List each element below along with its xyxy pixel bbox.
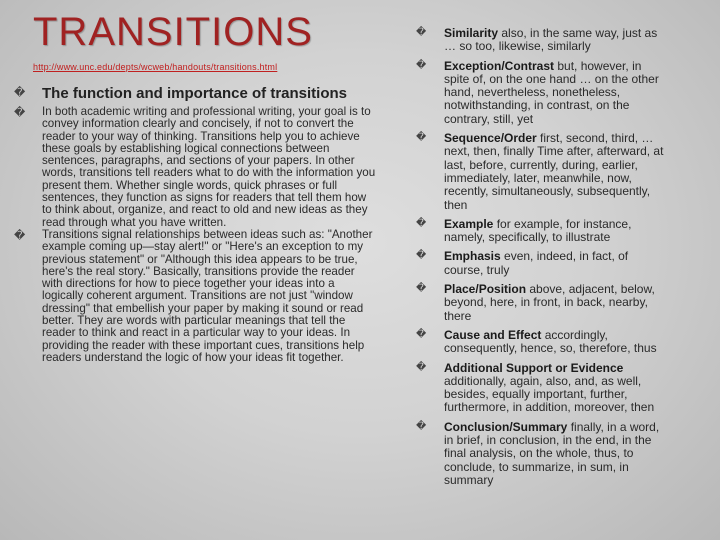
term-text: finally, in a word, in brief, in conclusion, in the end, in the final analysis, on the whole, thus, to conclude, to summarize, in sum, in summary: [444, 419, 660, 487]
box-bullet-icon: �: [416, 27, 427, 38]
box-bullet-icon: �: [416, 283, 427, 295]
list-item: [416, 132, 664, 212]
term-text: but, however, in spite of, on the one hand … on the other hand, nevertheless, nonetheless, notwithstanding, in contrast, on the contrary, still, yet: [444, 58, 659, 126]
term: Sequence/Order: [444, 131, 537, 146]
list-item: [416, 250, 664, 277]
term: Emphasis: [444, 249, 501, 264]
list-item: [14, 229, 376, 364]
list-item: [14, 106, 376, 229]
box-bullet-icon: �: [14, 106, 26, 119]
box-bullet-icon: �: [416, 361, 427, 373]
list-item: [416, 329, 664, 356]
section-heading: The function and importance of transitions: [42, 85, 348, 102]
box-bullet-icon: �: [416, 250, 427, 262]
term: Similarity: [444, 26, 499, 40]
term-text: even, indeed, in fact, of course, truly: [444, 249, 629, 277]
term-text: above, adjacent, below, beyond, here, in front, in back, nearby, there: [444, 282, 655, 323]
term: Additional Support or Evidence: [444, 360, 624, 375]
slide-title: TRANSITIONS: [33, 10, 313, 54]
term: Cause and Effect: [444, 327, 542, 342]
term-text: additionally, again, also, and, as well, besides, equally important, further, furthermore, in addition, moreover, then: [444, 373, 655, 415]
box-bullet-icon: �: [416, 132, 427, 144]
list-item: [14, 86, 376, 102]
term-text: accordingly, consequently, hence, so, therefore, thus: [444, 327, 657, 356]
left-column: [14, 86, 376, 364]
source-link[interactable]: http://www.unc.edu/depts/wcweb/handouts/transitions.html: [33, 62, 278, 72]
term-text: first, second, third, … next, then, finally Time after, afterward, at last, before, currently, during, earlier, immediately, later, meanwhile, now, recently, simultaneously, subsequently, then: [444, 131, 664, 212]
term-text: also, in the same way, just as … so too, likewise, similarly: [444, 26, 658, 54]
term: Example: [444, 216, 494, 231]
box-bullet-icon: �: [14, 86, 26, 99]
term: Exception/Contrast: [444, 58, 555, 73]
term: Conclusion/Summary: [444, 419, 568, 434]
list-item: [416, 27, 664, 54]
list-item: [416, 362, 664, 415]
list-item: [416, 60, 664, 126]
list-item: [416, 218, 664, 245]
term: Place/Position: [444, 282, 527, 297]
list-item: [416, 421, 664, 487]
box-bullet-icon: �: [416, 420, 427, 432]
box-bullet-icon: �: [416, 59, 427, 71]
paragraph: Transitions signal relationships between ideas such as: "Another example coming up—stay alert!" or "Here's an exception to my previous statement" or "Although this idea appears to be true, here's the real story." Basically, transitions provide the reader with directions for how to piece together your ideas into a logically coherent argument. Transitions are not just "window dressing" that embellish your paper by making it sound or read better. They are words with particular meanings that tell the reader to think and react in a particular way to your ideas. In providing the reader with these important cues, transitions help readers understand the logic of how your ideas fit together.: [42, 227, 373, 364]
list-item: [416, 283, 664, 323]
right-column: [416, 27, 664, 493]
box-bullet-icon: �: [416, 217, 427, 229]
box-bullet-icon: �: [416, 328, 427, 340]
box-bullet-icon: �: [14, 228, 26, 242]
term-text: for example, for instance, namely, specifically, to illustrate: [444, 216, 632, 245]
paragraph: In both academic writing and professional writing, your goal is to convey information clearly and concisely, if not to convert the reader to your way of thinking. Transitions help you to achieve these goals by establishing logical connections between sentences, paragraphs, and sections of your papers. In other words, transitions tell readers what to do with the information you present them. Whether single words, quick phrases or full sentences, they function as signs for readers that tell them how to think about, organize, and react to old and new ideas as they read through what you have written.: [42, 105, 376, 229]
